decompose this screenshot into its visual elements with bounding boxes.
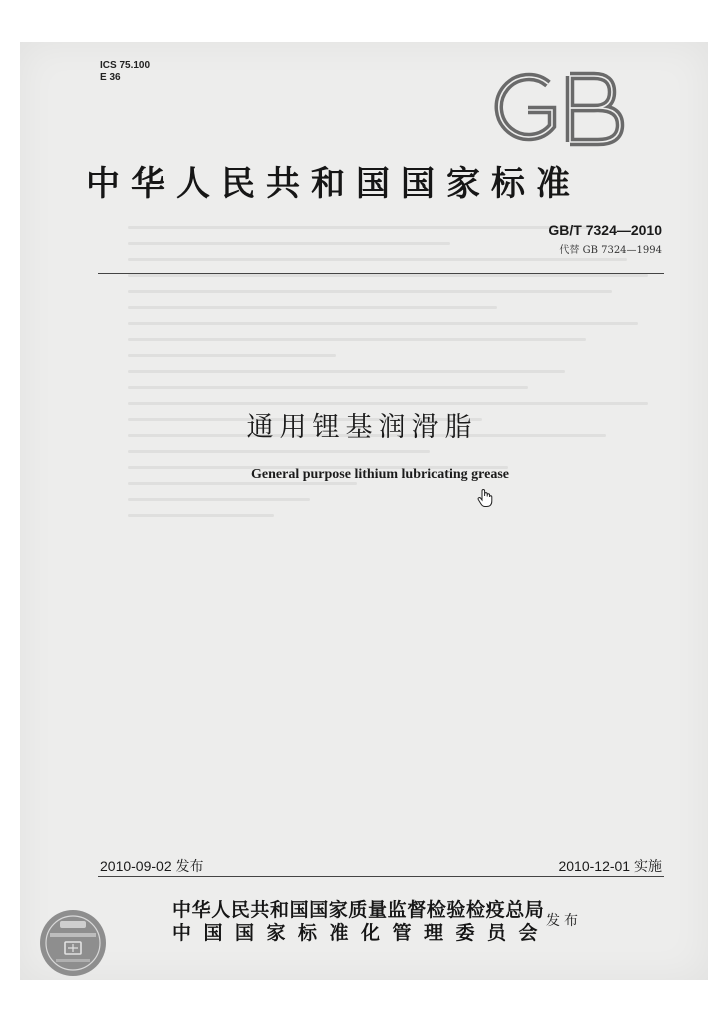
- national-standard-heading: 中华人民共和国国家标准: [86, 164, 581, 204]
- watermark-seal: [38, 908, 108, 978]
- implementation-date: 2010-12-01 实施: [558, 858, 662, 874]
- publish-label: 发布: [546, 913, 582, 929]
- replaces-standard: 代替 GB 7324—1994: [559, 245, 662, 256]
- gb-logo: [488, 68, 630, 150]
- classification-codes: [100, 60, 150, 84]
- standard-number: GB/T 7324—2010: [548, 222, 662, 238]
- header-divider: [98, 273, 664, 274]
- ccs-code: E 36: [100, 72, 121, 83]
- issuer-sac: 中国国家标准化管理委员会: [172, 922, 551, 944]
- ics-code: ICS 75.100: [100, 60, 151, 71]
- issue-date: 2010-09-02 发布: [100, 858, 204, 874]
- footer-divider: [98, 876, 664, 877]
- issuer-aqsiq: 中华人民共和国国家质量监督检验检疫总局: [172, 899, 545, 921]
- document-title-english: General purpose lithium lubricating grease: [251, 467, 509, 482]
- bleed-through-text: [128, 226, 648, 566]
- document-title-chinese: 通用锂基润滑脂: [246, 412, 478, 443]
- hand-cursor-icon: [476, 488, 494, 508]
